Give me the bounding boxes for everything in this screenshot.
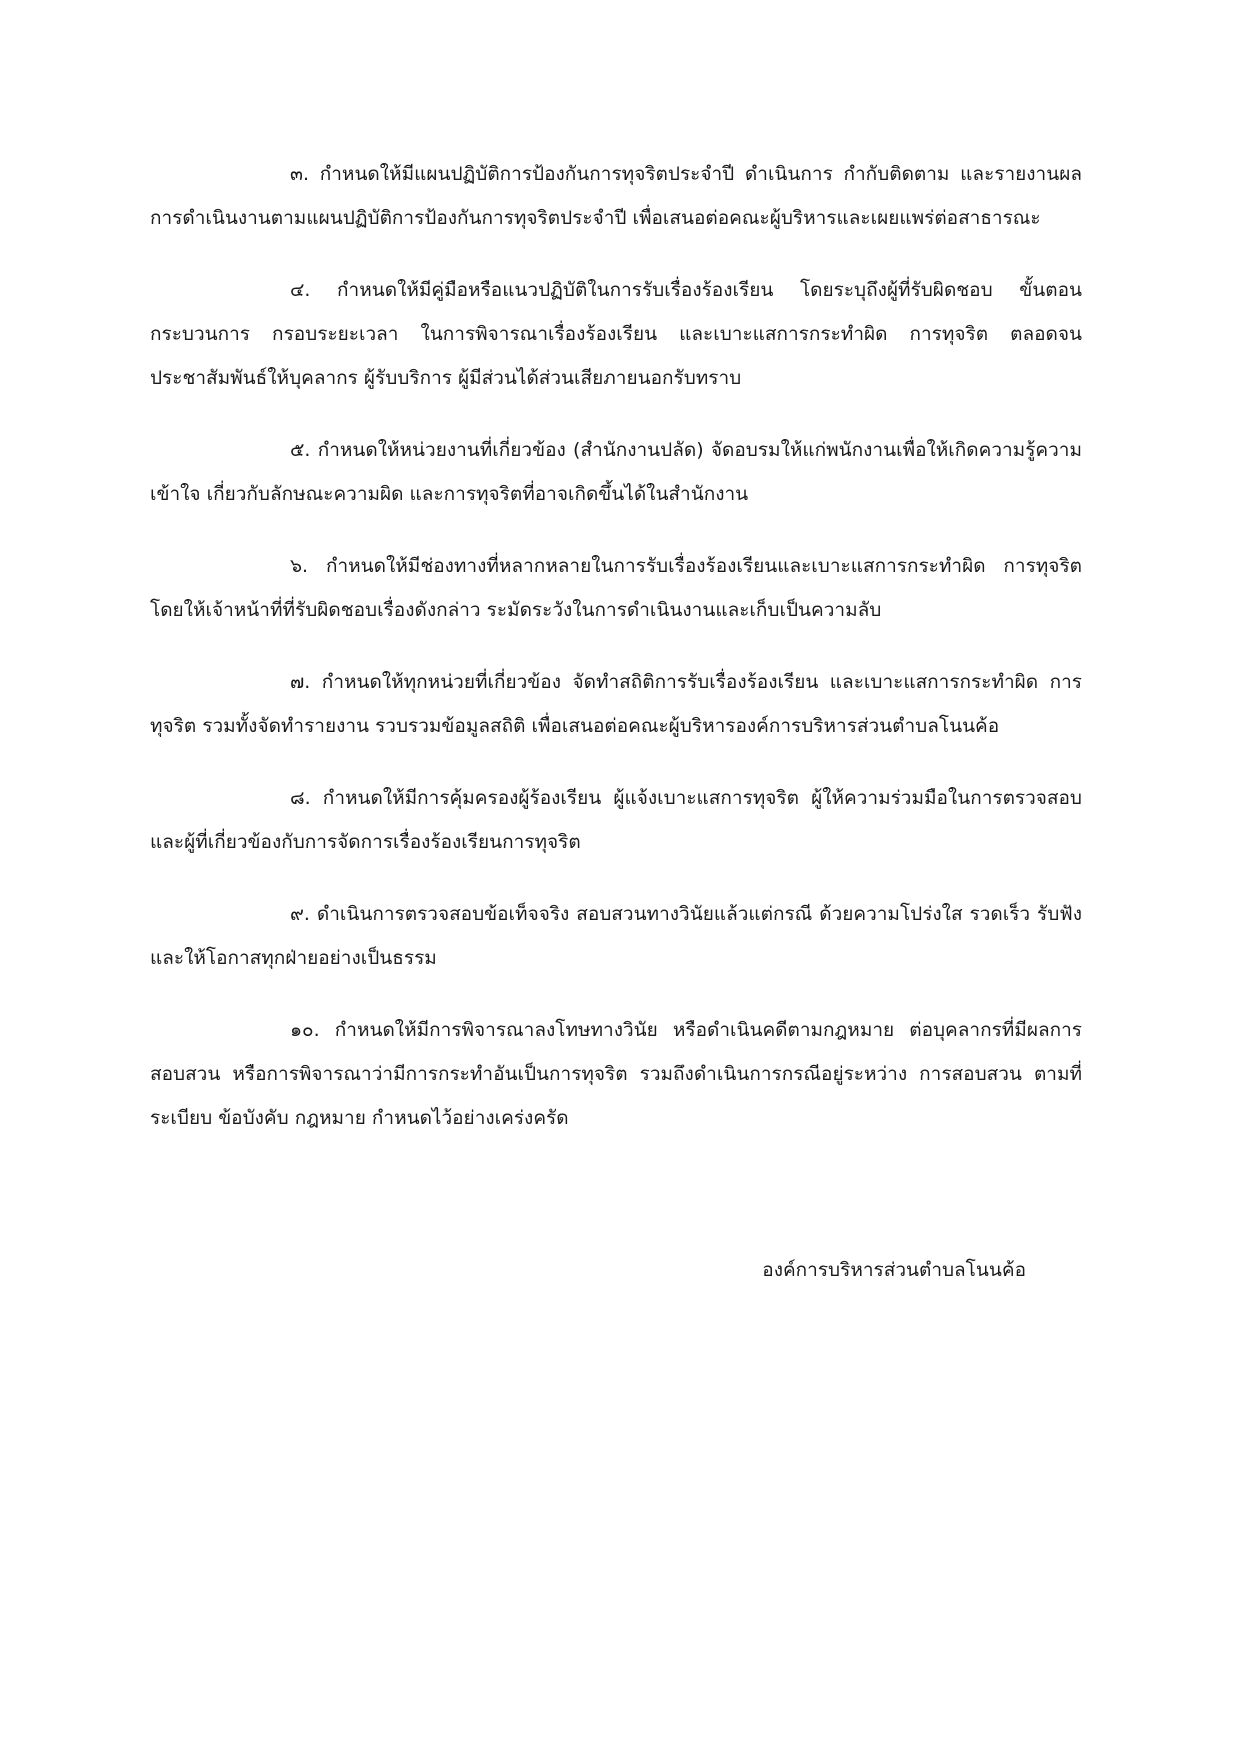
paragraph-7: ๗. กำหนดให้ทุกหน่วยที่เกี่ยวข้อง จัดทำสถิติการรับเรื่องร้องเรียน และเบาะแสการกระทำผิด การทุจริต รวมทั้งจัดทำรายงาน รวบรวมข้อมูลสถิติ เพื่อเสนอต่อคณะผู้บริหารองค์การบริหารส่วนตำบลโนนค้อ: [150, 671, 1082, 737]
paragraph-10: ๑๐. กำหนดให้มีการพิจารณาลงโทษทางวินัย หรือดำเนินคดีตามกฎหมาย ต่อบุคลากรที่มีผลการสอบสวน หรือการพิจารณาว่ามีการกระทำอันเป็นการทุจริต รวมถึงดำเนินการกรณีอยู่ระหว่าง การสอบสวน ตามที่ระเบียบ ข้อบังคับ กฎหมาย กำหนดไว้อย่างเคร่งครัด: [150, 1019, 1082, 1129]
paragraph-9: ๙. ดำเนินการตรวจสอบข้อเท็จจริง สอบสวนทางวินัยแล้วแต่กรณี ด้วยความโปร่งใส รวดเร็ว รับฟัง และให้โอกาสทุกฝ่ายอย่างเป็นธรรม: [150, 903, 1082, 969]
organization-signature: องค์การบริหารส่วนตำบลโนนค้อ: [762, 1259, 1026, 1281]
paragraph-4: ๔. กำหนดให้มีคู่มือหรือแนวปฏิบัติในการรับเรื่องร้องเรียน โดยระบุถึงผู้ที่รับผิดชอบ ขั้นตอนกระบวนการ กรอบระยะเวลา ในการพิจารณาเรื่องร้องเรียน และเบาะแสการกระทำผิด การทุจริต ตลอดจนประชาสัมพันธ์ให้บุคลากร ผู้รับบริการ ผู้มีส่วนได้ส่วนเสียภายนอกรับทราบ: [150, 279, 1082, 389]
paragraph-5: ๕. กำหนดให้หน่วยงานที่เกี่ยวข้อง (สำนักงานปลัด) จัดอบรมให้แก่พนักงานเพื่อให้เกิดความรู้ความเข้าใจ เกี่ยวกับลักษณะความผิด และการทุจริตที่อาจเกิดขึ้นได้ในสำนักงาน: [150, 439, 1082, 505]
paragraph-8: ๘. กำหนดให้มีการคุ้มครองผู้ร้องเรียน ผู้แจ้งเบาะแสการทุจริต ผู้ให้ความร่วมมือในการตรวจสอบ และผู้ที่เกี่ยวข้องกับการจัดการเรื่องร้องเรียนการทุจริต: [150, 787, 1082, 853]
document-body: [150, 152, 1082, 1168]
paragraph-3: ๓. กำหนดให้มีแผนปฏิบัติการป้องกันการทุจริตประจำปี ดำเนินการ กำกับติดตาม และรายงานผล การดำเนินงานตามแผนปฏิบัติการป้องกันการทุจริตประจำปี เพื่อเสนอต่อคณะผู้บริหารและเผยแพร่ต่อสาธารณะ: [150, 163, 1082, 229]
paragraph-6: ๖. กำหนดให้มีช่องทางที่หลากหลายในการรับเรื่องร้องเรียนและเบาะแสการกระทำผิด การทุจริต โดยให้เจ้าหน้าที่ที่รับผิดชอบเรื่องดังกล่าว ระมัดระวังในการดำเนินงานและเก็บเป็นความลับ: [150, 555, 1082, 621]
